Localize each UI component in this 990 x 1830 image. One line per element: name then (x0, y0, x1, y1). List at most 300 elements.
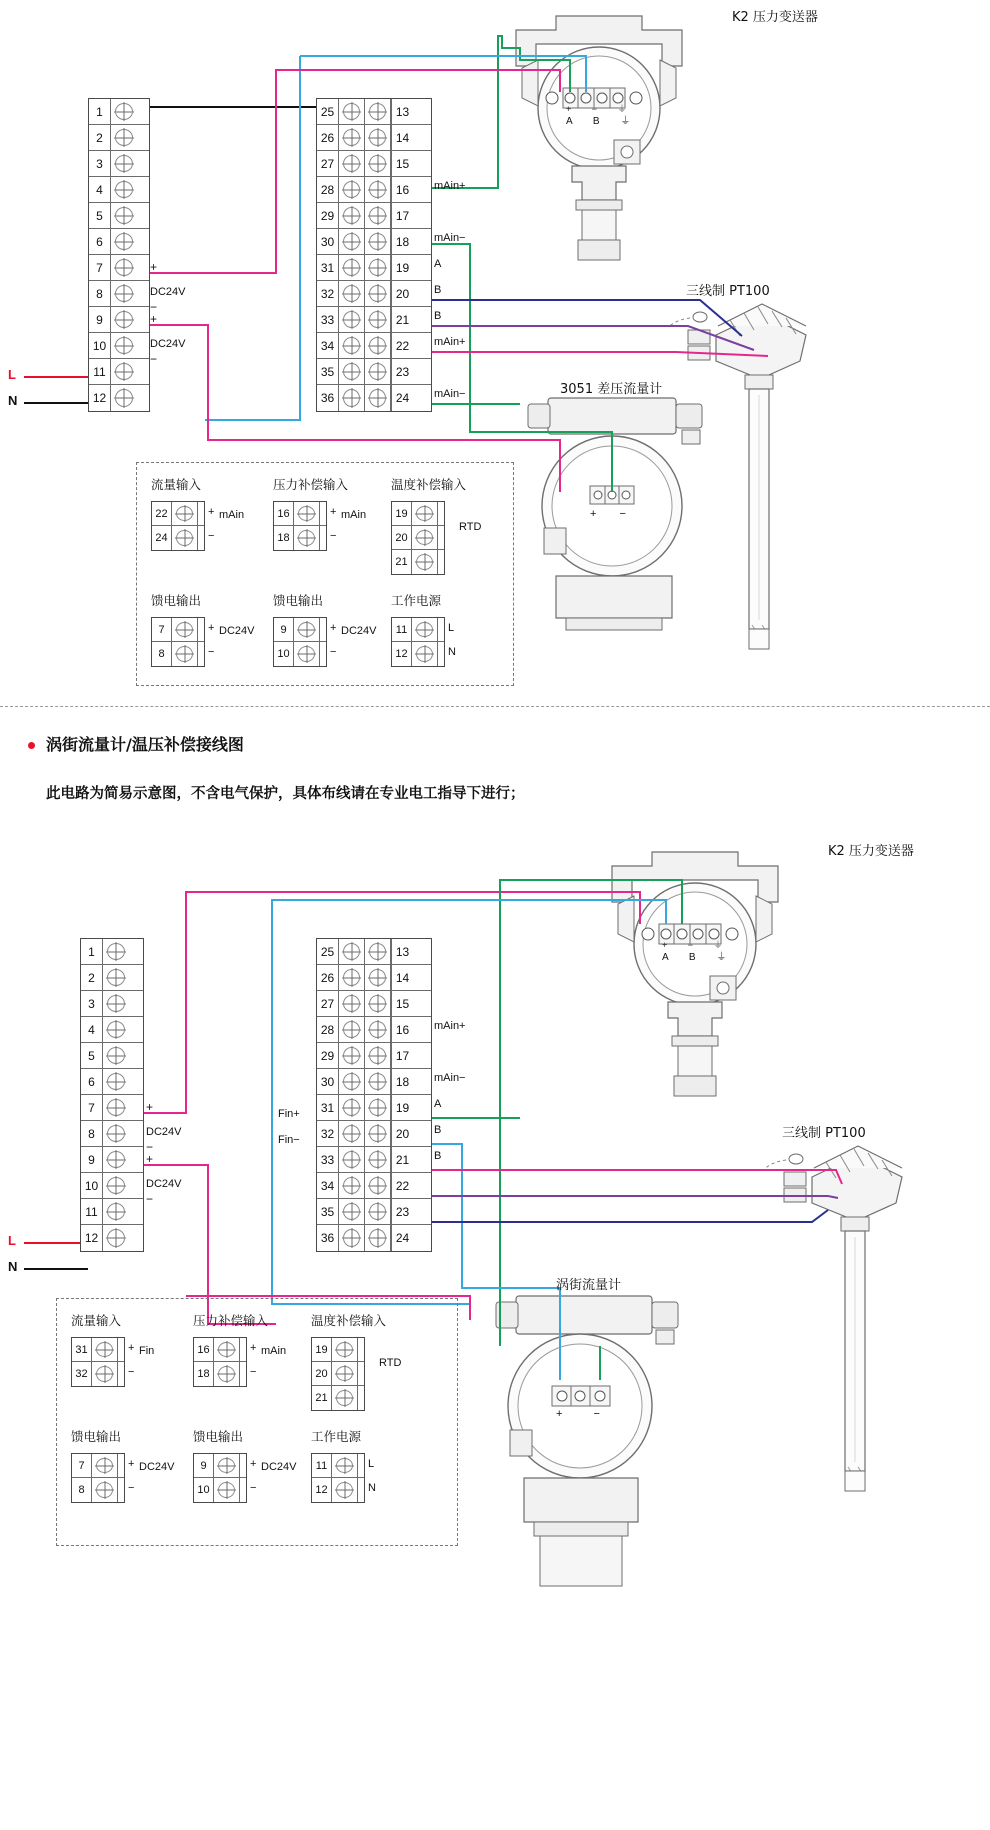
legend-terminal-row[interactable] (72, 1338, 135, 1362)
terminal-row[interactable] (317, 99, 431, 125)
terminal-row[interactable] (89, 125, 149, 151)
terminal-row[interactable] (317, 1199, 431, 1225)
terminal-number: 26 (317, 125, 339, 150)
terminal-number: 14 (391, 965, 413, 990)
pt2-terminal-letters: A B ⏚ (662, 952, 736, 963)
legend-terminal-number: 19 (312, 1338, 332, 1361)
terminal-screw[interactable] (294, 618, 320, 641)
legend-terminal-row[interactable] (392, 642, 456, 666)
terminal-row[interactable] (317, 965, 431, 991)
terminal-screw[interactable] (339, 1017, 365, 1042)
right-label-2-1: mAin− (434, 1072, 466, 1084)
legend-group-title: 温度补偿输入 (391, 477, 467, 492)
screw-ring (107, 943, 125, 960)
terminal-screw[interactable] (332, 1386, 358, 1410)
legend-terminal-block[interactable] (391, 617, 456, 667)
label-pressure-transmitter-1: K2 压力变送器 (732, 10, 818, 25)
terminal-screw[interactable] (294, 502, 320, 525)
terminal-number: 5 (89, 203, 111, 228)
left-label-plus-9-2: + (146, 1152, 154, 1166)
legend-terminal-row[interactable] (194, 1338, 257, 1362)
terminal-screw[interactable] (339, 151, 365, 176)
terminal-row[interactable] (89, 307, 149, 333)
terminal-row[interactable] (81, 1095, 143, 1121)
terminal-number: 17 (391, 203, 413, 228)
terminal-number: 35 (317, 359, 339, 384)
terminal-number: 35 (317, 1199, 339, 1224)
legend-terminal-row[interactable] (312, 1338, 364, 1362)
left-label-dc24v-2b: DC24V (146, 1178, 182, 1190)
terminal-row[interactable] (317, 991, 431, 1017)
legend-terminal-block[interactable] (273, 501, 337, 551)
screw-ring (336, 1482, 353, 1498)
terminal-number: 6 (89, 229, 111, 254)
terminal-screw[interactable] (111, 203, 137, 228)
terminal-row[interactable] (317, 1147, 431, 1173)
terminal-screw[interactable] (365, 1147, 391, 1172)
terminal-number: 14 (391, 125, 413, 150)
legend-terminal-row[interactable] (274, 502, 337, 526)
terminal-screw[interactable] (332, 1338, 358, 1361)
legend-terminal-block[interactable] (193, 1453, 257, 1503)
terminal-row[interactable] (317, 385, 431, 411)
terminal-screw[interactable] (339, 1069, 365, 1094)
terminal-screw[interactable] (103, 939, 129, 964)
terminal-row[interactable] (317, 1069, 431, 1095)
legend-terminal-sign: L (448, 622, 455, 634)
terminal-screw[interactable] (103, 1095, 129, 1120)
terminal-number: 21 (391, 307, 413, 332)
terminal-screw[interactable] (365, 229, 391, 254)
terminal-screw[interactable] (365, 1017, 391, 1042)
screw-ring (96, 1366, 113, 1382)
terminal-row[interactable] (317, 151, 431, 177)
screw-ring (107, 1073, 125, 1090)
legend-terminal-number: 9 (274, 618, 294, 641)
legend-group-title: 馈电输出 (71, 1429, 122, 1444)
terminal-block-right-1[interactable] (316, 98, 432, 412)
terminal-screw[interactable] (103, 1147, 129, 1172)
terminal-number: 4 (81, 1017, 103, 1042)
legend-terminal-block[interactable] (391, 501, 445, 575)
terminal-row[interactable] (317, 1225, 431, 1251)
terminal-screw[interactable] (111, 151, 137, 176)
legend-group (273, 591, 377, 667)
terminal-screw[interactable] (365, 1173, 391, 1198)
screw-ring (107, 969, 125, 986)
terminal-screw[interactable] (111, 333, 137, 358)
legend-terminal-row[interactable] (312, 1362, 364, 1386)
terminal-screw[interactable] (365, 177, 391, 202)
terminal-row[interactable] (317, 333, 431, 359)
legend-group (273, 475, 367, 551)
legend-terminal-row[interactable] (392, 550, 444, 574)
legend-terminal-row[interactable] (194, 1362, 257, 1386)
legend-group-title: 馈电输出 (273, 593, 324, 608)
screw-ring (343, 103, 360, 120)
terminal-screw[interactable] (111, 99, 137, 124)
legend-terminal-row[interactable] (392, 526, 444, 550)
terminal-screw[interactable] (365, 1095, 391, 1120)
screw-ring (369, 1125, 386, 1142)
screw-ring (343, 337, 360, 354)
terminal-row[interactable] (317, 125, 431, 151)
screw-ring (343, 233, 360, 250)
terminal-screw[interactable] (365, 151, 391, 176)
terminal-screw[interactable] (412, 618, 438, 641)
legend-terminal-row[interactable] (152, 502, 215, 526)
screw-ring (369, 1229, 386, 1247)
screw-ring (369, 259, 386, 276)
legend-terminal-block[interactable] (71, 1453, 135, 1503)
legend-terminal-sign: − (208, 646, 215, 658)
terminal-number: 27 (317, 991, 339, 1016)
right-label-1-5: mAin+ (434, 336, 466, 348)
terminal-screw[interactable] (103, 965, 129, 990)
terminal-screw[interactable] (339, 1225, 365, 1251)
terminal-screw[interactable] (92, 1362, 118, 1386)
terminal-screw[interactable] (339, 203, 365, 228)
terminal-screw[interactable] (103, 991, 129, 1016)
screw-ring (369, 311, 386, 328)
terminal-number: 28 (317, 1017, 339, 1042)
terminal-row[interactable] (81, 1043, 143, 1069)
terminal-screw[interactable] (339, 939, 365, 964)
terminal-screw[interactable] (339, 965, 365, 990)
terminal-screw[interactable] (339, 1173, 365, 1198)
screw-ring (343, 1177, 360, 1194)
terminal-row[interactable] (89, 333, 149, 359)
power-label-L-2: L (8, 1233, 16, 1248)
terminal-screw[interactable] (103, 1017, 129, 1042)
terminal-screw[interactable] (339, 1199, 365, 1224)
legend-terminal-row[interactable] (392, 502, 444, 526)
terminal-screw[interactable] (111, 281, 137, 306)
terminal-screw[interactable] (214, 1338, 240, 1361)
screw-ring (115, 311, 133, 328)
left-label-plus-7-1: + (150, 260, 158, 274)
legend-terminal-row[interactable] (152, 618, 215, 642)
legend-terminal-sign: + (128, 1458, 135, 1470)
legend-terminal-row[interactable] (152, 526, 215, 550)
section-title: 涡街流量计/温压补偿接线图 (46, 735, 244, 754)
legend-terminal-row[interactable] (194, 1478, 257, 1502)
legend-terminal-number: 10 (194, 1478, 214, 1502)
legend-terminal-row[interactable] (72, 1478, 135, 1502)
screw-ring (369, 363, 386, 380)
legend-terminal-number: 8 (72, 1478, 92, 1502)
terminal-row[interactable] (89, 385, 149, 411)
screw-ring (107, 1099, 125, 1116)
terminal-screw[interactable] (365, 99, 391, 124)
fm2-terminal-signs: + − (556, 1408, 614, 1420)
terminal-number: 23 (391, 359, 413, 384)
terminal-screw[interactable] (214, 1362, 240, 1386)
terminal-row[interactable] (81, 1147, 143, 1173)
terminal-number: 16 (391, 1017, 413, 1042)
terminal-screw[interactable] (332, 1478, 358, 1502)
left-label-dc24v-1a: DC24V (150, 286, 186, 298)
terminal-row[interactable] (317, 255, 431, 281)
terminal-screw[interactable] (339, 307, 365, 332)
terminal-screw[interactable] (339, 991, 365, 1016)
legend-terminal-number: 8 (152, 642, 172, 666)
terminal-row[interactable] (89, 229, 149, 255)
legend-group-title: 压力补偿输入 (273, 477, 349, 492)
right-label-2-4: B (434, 1150, 442, 1162)
terminal-number: 12 (81, 1225, 103, 1251)
terminal-screw[interactable] (412, 642, 438, 666)
terminal-row[interactable] (81, 1069, 143, 1095)
screw-ring (96, 1342, 113, 1357)
terminal-screw[interactable] (365, 125, 391, 150)
terminal-row[interactable] (81, 1225, 143, 1251)
terminal-screw[interactable] (92, 1338, 118, 1361)
terminal-row[interactable] (317, 1173, 431, 1199)
terminal-screw[interactable] (214, 1478, 240, 1502)
legend-terminal-row[interactable] (392, 618, 455, 642)
screw-ring (369, 1177, 386, 1194)
terminal-row[interactable] (317, 177, 431, 203)
screw-ring (369, 337, 386, 354)
screw-ring (369, 995, 386, 1012)
legend-terminal-number: 12 (312, 1478, 332, 1502)
legend-terminal-sign: + (128, 1342, 135, 1354)
terminal-row[interactable] (89, 281, 149, 307)
terminal-screw[interactable] (172, 526, 198, 550)
terminal-screw[interactable] (339, 255, 365, 280)
terminal-row[interactable] (317, 307, 431, 333)
legend-terminal-row[interactable] (312, 1478, 376, 1502)
screw-ring (343, 1021, 360, 1038)
terminal-screw[interactable] (103, 1225, 129, 1251)
terminal-row[interactable] (89, 99, 149, 125)
terminal-row[interactable] (81, 991, 143, 1017)
terminal-row[interactable] (317, 1095, 431, 1121)
terminal-row[interactable] (81, 1017, 143, 1043)
screw-ring (369, 1073, 386, 1090)
legend-group (193, 1311, 287, 1387)
terminal-screw[interactable] (172, 642, 198, 666)
terminal-screw[interactable] (365, 1069, 391, 1094)
right-label-1-6: mAin− (434, 388, 466, 400)
legend-terminal-number: 32 (72, 1362, 92, 1386)
terminal-row[interactable] (81, 965, 143, 991)
terminal-screw[interactable] (412, 526, 438, 549)
legend-terminal-block[interactable] (311, 1337, 365, 1411)
terminal-screw[interactable] (412, 550, 438, 574)
screw-ring (416, 646, 433, 662)
legend-terminal-sign: − (330, 530, 337, 542)
terminal-row[interactable] (317, 229, 431, 255)
terminal-row[interactable] (317, 1043, 431, 1069)
terminal-screw[interactable] (339, 229, 365, 254)
terminal-block-left-1[interactable] (88, 98, 150, 412)
screw-ring (369, 1021, 386, 1038)
terminal-screw[interactable] (339, 1043, 365, 1068)
terminal-row[interactable] (317, 1121, 431, 1147)
terminal-screw[interactable] (294, 526, 320, 550)
terminal-number: 19 (391, 1095, 413, 1120)
screw-ring (343, 129, 360, 146)
terminal-number: 9 (89, 307, 111, 332)
terminal-screw[interactable] (412, 502, 438, 525)
screw-ring (369, 969, 386, 986)
terminal-block-right-2[interactable] (316, 938, 432, 1252)
legend-terminal-block[interactable] (151, 501, 215, 551)
legend-terminal-number: 19 (392, 502, 412, 525)
terminal-row[interactable] (81, 1199, 143, 1225)
terminal-screw[interactable] (103, 1043, 129, 1068)
terminal-screw[interactable] (365, 359, 391, 384)
legend-terminal-row[interactable] (274, 526, 337, 550)
terminal-screw[interactable] (339, 1147, 365, 1172)
legend-terminal-sign: L (368, 1458, 375, 1470)
legend-terminal-block[interactable] (273, 617, 337, 667)
legend-terminal-number: 16 (274, 502, 294, 525)
screw-ring (115, 285, 133, 302)
terminal-screw[interactable] (365, 1121, 391, 1146)
screw-ring (369, 943, 386, 960)
terminal-screw[interactable] (365, 203, 391, 228)
legend-terminal-row[interactable] (72, 1362, 135, 1386)
terminal-screw[interactable] (339, 333, 365, 358)
legend-terminal-number: 11 (392, 618, 412, 641)
terminal-screw[interactable] (365, 939, 391, 964)
terminal-screw[interactable] (365, 333, 391, 358)
terminal-screw[interactable] (103, 1121, 129, 1146)
terminal-screw[interactable] (103, 1173, 129, 1198)
pre-label-fin-minus: Fin− (278, 1134, 300, 1146)
legend-terminal-block[interactable] (311, 1453, 376, 1503)
legend-terminal-row[interactable] (312, 1386, 364, 1410)
terminal-number: 22 (391, 1173, 413, 1198)
terminal-number: 32 (317, 281, 339, 306)
screw-ring (115, 389, 133, 407)
legend-terminal-number: 31 (72, 1338, 92, 1361)
terminal-number: 1 (81, 939, 103, 964)
legend-terminal-row[interactable] (152, 642, 215, 666)
terminal-screw[interactable] (332, 1454, 358, 1477)
terminal-row[interactable] (317, 203, 431, 229)
terminal-screw[interactable] (92, 1478, 118, 1502)
terminal-number: 20 (391, 281, 413, 306)
terminal-screw[interactable] (214, 1454, 240, 1477)
terminal-screw[interactable] (92, 1454, 118, 1477)
legend-terminal-row[interactable] (312, 1454, 375, 1478)
terminal-screw[interactable] (365, 281, 391, 306)
section-divider (0, 706, 990, 707)
terminal-screw[interactable] (111, 359, 137, 384)
terminal-screw[interactable] (365, 1199, 391, 1224)
screw-ring (115, 259, 133, 276)
legend-terminal-block[interactable] (71, 1337, 135, 1387)
terminal-screw[interactable] (111, 255, 137, 280)
terminal-screw[interactable] (365, 307, 391, 332)
legend-group (311, 1427, 376, 1503)
terminal-screw[interactable] (339, 1095, 365, 1120)
terminal-row[interactable] (89, 359, 149, 385)
terminal-screw[interactable] (172, 618, 198, 641)
legend-terminal-sign: + (330, 506, 337, 518)
terminal-screw[interactable] (103, 1199, 129, 1224)
terminal-row[interactable] (81, 1121, 143, 1147)
terminal-screw[interactable] (365, 1043, 391, 1068)
terminal-screw[interactable] (339, 359, 365, 384)
terminal-row[interactable] (89, 255, 149, 281)
screw-ring (336, 1458, 353, 1473)
terminal-row[interactable] (317, 281, 431, 307)
terminal-screw[interactable] (294, 642, 320, 666)
terminal-screw[interactable] (332, 1362, 358, 1385)
power-label-N-1: N (8, 393, 18, 408)
terminal-screw[interactable] (111, 307, 137, 332)
right-label-1-2: A (434, 258, 442, 270)
terminal-screw[interactable] (365, 991, 391, 1016)
terminal-screw[interactable] (103, 1069, 129, 1094)
terminal-number: 36 (317, 385, 339, 411)
legend-terminal-row[interactable] (72, 1454, 135, 1478)
terminal-screw[interactable] (365, 255, 391, 280)
right-label-2-3: B (434, 1124, 442, 1136)
left-label-plus-9-1: + (150, 312, 158, 326)
terminal-row[interactable] (89, 151, 149, 177)
terminal-screw[interactable] (111, 177, 137, 202)
legend-terminal-number: 11 (312, 1454, 332, 1477)
label-vortex-flowmeter: 涡街流量计 (556, 1278, 622, 1293)
terminal-screw[interactable] (339, 281, 365, 306)
terminal-screw[interactable] (365, 1225, 391, 1251)
legend-terminal-block[interactable] (193, 1337, 257, 1387)
terminal-block-left-2[interactable] (80, 938, 144, 1252)
terminal-number: 32 (317, 1121, 339, 1146)
screw-ring (369, 129, 386, 146)
legend-group (193, 1427, 297, 1503)
terminal-screw[interactable] (339, 125, 365, 150)
terminal-number: 34 (317, 333, 339, 358)
terminal-row[interactable] (89, 203, 149, 229)
terminal-row[interactable] (317, 359, 431, 385)
legend-terminal-sign: N (448, 646, 456, 658)
legend-terminal-block[interactable] (151, 617, 215, 667)
terminal-screw[interactable] (111, 229, 137, 254)
terminal-screw[interactable] (111, 125, 137, 150)
legend-group-title: 流量输入 (71, 1313, 122, 1328)
terminal-number: 29 (317, 1043, 339, 1068)
terminal-row[interactable] (81, 939, 143, 965)
terminal-row[interactable] (317, 939, 431, 965)
legend-terminal-number: 20 (312, 1362, 332, 1385)
legend-terminal-row[interactable] (274, 618, 337, 642)
screw-ring (369, 155, 386, 172)
left-label-plus-7-2: + (146, 1100, 154, 1114)
terminal-number: 4 (89, 177, 111, 202)
terminal-screw[interactable] (339, 385, 365, 411)
terminal-screw[interactable] (365, 965, 391, 990)
terminal-row[interactable] (317, 1017, 431, 1043)
terminal-screw[interactable] (339, 1121, 365, 1146)
terminal-screw[interactable] (111, 385, 137, 411)
terminal-screw[interactable] (172, 502, 198, 525)
terminal-screw[interactable] (365, 385, 391, 411)
terminal-row[interactable] (81, 1173, 143, 1199)
legend-terminal-row[interactable] (194, 1454, 257, 1478)
terminal-screw[interactable] (339, 99, 365, 124)
legend-terminal-row[interactable] (274, 642, 337, 666)
screw-ring (115, 337, 133, 354)
terminal-screw[interactable] (339, 177, 365, 202)
terminal-row[interactable] (89, 177, 149, 203)
